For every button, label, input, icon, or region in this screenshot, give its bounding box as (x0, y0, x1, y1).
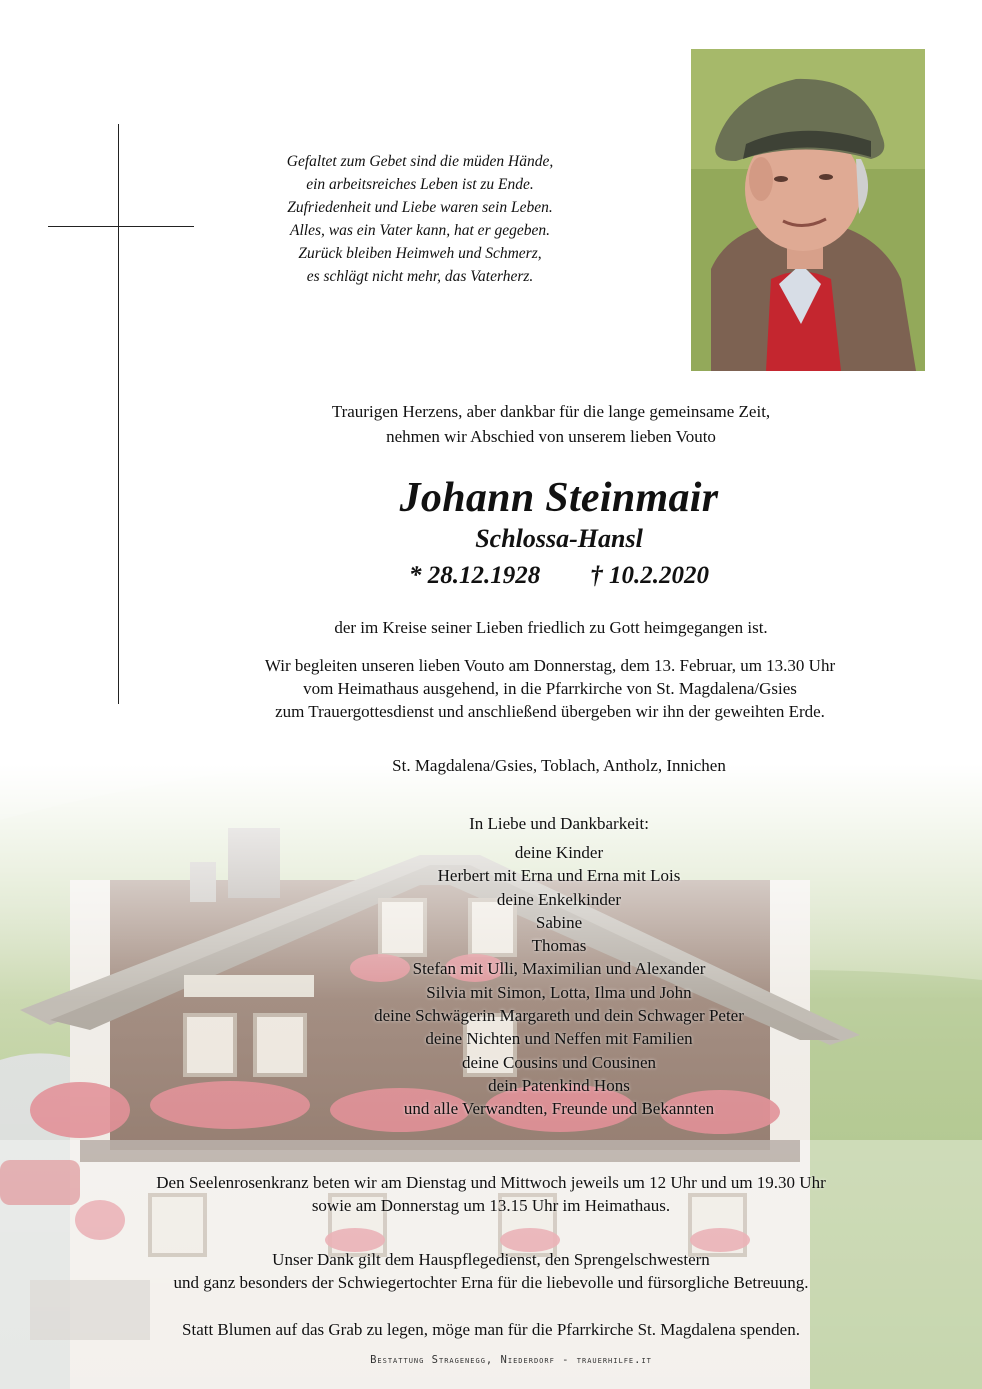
portrait-photo (691, 49, 925, 371)
mourner-line: deine Kinder (514, 843, 604, 862)
funeral-text (0, 654, 982, 723)
poem-line: Zufriedenheit und Liebe waren sein Leben. (287, 199, 553, 216)
memorial-poem (230, 150, 610, 288)
poem-line: Gefaltet zum Gebet sind die müden Hände, (286, 153, 554, 170)
thanks-text (0, 1248, 982, 1294)
birth-date: * 28.12.1928 (409, 562, 541, 589)
rosary-text (0, 1171, 982, 1217)
funeral-line: zum Trauergottesdienst und anschließend übergeben wir ihn der geweihten Erde. (275, 702, 825, 721)
poem-line: es schlägt nicht mehr, das Vaterherz. (306, 268, 534, 285)
poem-line: Alles, was ein Vater kann, hat er gegeben. (289, 222, 550, 239)
poem-line: ein arbeitsreiches Leben ist zu Ende. (306, 176, 534, 193)
funeral-line: vom Heimathaus ausgehend, in die Pfarrkirche von St. Magdalena/Gsies (303, 679, 797, 698)
rosary-line: sowie am Donnerstag um 13.15 Uhr im Heimathaus. (311, 1196, 671, 1215)
intro-line: Traurigen Herzens, aber dankbar für die lange gemeinsame Zeit, (331, 402, 771, 421)
thanks-line: und ganz besonders der Schwiegertochter Erna für die liebevolle und fürsorgliche Betreuung. (173, 1273, 809, 1292)
mourner-line: Sabine (535, 912, 583, 932)
cross-horizontal-line (48, 226, 194, 227)
mourner-line: Herbert mit Erna und Erna mit Lois (437, 866, 681, 886)
life-dates (0, 562, 982, 590)
donation-note: Statt Blumen auf das Grab zu legen, möge man für die Pfarrkirche St. Magdalena spenden. (182, 1320, 800, 1339)
mourner-line: deine Nichten und Neffen mit Familien (425, 1029, 693, 1049)
mourners-heading: In Liebe und Dankbarkeit: (469, 814, 649, 833)
death-date: † 10.2.2020 (590, 562, 709, 589)
passing-text: der im Kreise seiner Lieben friedlich zu Gott heimgegangen ist. (334, 618, 768, 637)
mourner-line: und alle Verwandten, Freunde und Bekannten (403, 1099, 715, 1119)
intro-text (0, 399, 982, 449)
mourner-line: dein Patenkind Hons (488, 1075, 630, 1095)
funeral-line: Wir begleiten unseren lieben Vouto am Donnerstag, dem 13. Februar, um 13.30 Uhr (264, 656, 836, 675)
mourners-list (0, 841, 982, 1121)
mourner-line: Thomas (531, 936, 587, 956)
deceased-nickname: Schlossa-Hansl (475, 524, 643, 553)
intro-line: nehmen wir Abschied von unserem lieben Vouto (386, 427, 716, 446)
places-text: St. Magdalena/Gsies, Toblach, Antholz, Innichen (392, 756, 726, 775)
thanks-line: Unser Dank gilt dem Hauspflegedienst, den Sprengelschwestern (272, 1250, 710, 1269)
mourner-line: Stefan mit Ulli, Maximilian und Alexander (412, 959, 706, 979)
poem-line: Zurück bleiben Heimweh und Schmerz, (298, 245, 542, 262)
mourner-line: deine Enkelkinder (496, 889, 622, 909)
deceased-name: Johann Steinmair (399, 475, 719, 521)
mourner-line: deine Schwägerin Margareth und dein Schwager Peter (374, 1006, 744, 1026)
mourner-line: Silvia mit Simon, Lotta, Ilma und John (426, 982, 692, 1002)
footer-credit: Bestattung Stragenegg, Niederdorf - trauerhilfe.it (370, 1354, 652, 1366)
rosary-line: Den Seelenrosenkranz beten wir am Dienstag und Mittwoch jeweils um 12 Uhr und um 19.30 Uhr (156, 1173, 826, 1192)
mourner-line: deine Cousins und Cousinen (461, 1052, 657, 1072)
